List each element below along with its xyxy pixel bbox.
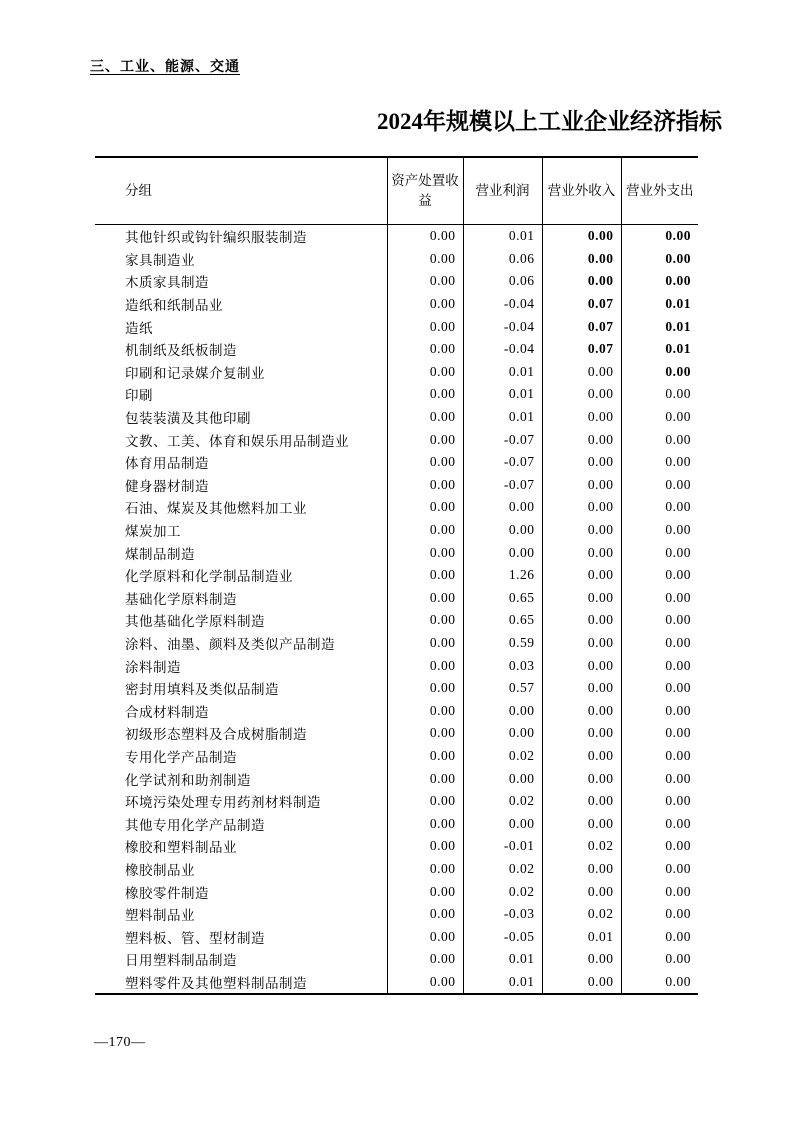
row-value-non-operating-income: 0.01 bbox=[542, 925, 621, 948]
row-group-label: 造纸和纸制品业 bbox=[125, 298, 223, 314]
row-value-non-operating-expense: 0.00 bbox=[621, 270, 698, 293]
row-value-non-operating-expense: 0.00 bbox=[621, 948, 698, 971]
row-value-non-operating-expense: 0.01 bbox=[621, 315, 698, 338]
row-value-non-operating-income: 0.02 bbox=[542, 835, 621, 858]
table-row bbox=[95, 270, 698, 293]
row-value-asset-disposal: 0.00 bbox=[387, 496, 463, 519]
row-value-operating-profit: 0.00 bbox=[463, 519, 542, 542]
row-value-operating-profit: 0.02 bbox=[463, 858, 542, 881]
row-value-asset-disposal: 0.00 bbox=[387, 270, 463, 293]
row-value-operating-profit: -0.07 bbox=[463, 428, 542, 451]
row-group-label: 石油、煤炭及其他燃料加工业 bbox=[125, 501, 307, 517]
table-row bbox=[95, 677, 698, 700]
row-value-operating-profit: -0.07 bbox=[463, 451, 542, 474]
row-value-non-operating-expense: 0.00 bbox=[621, 519, 698, 542]
row-value-operating-profit: 0.01 bbox=[463, 948, 542, 971]
table-row bbox=[95, 880, 698, 903]
table-row bbox=[95, 474, 698, 497]
table-header-row bbox=[95, 157, 698, 225]
row-value-asset-disposal: 0.00 bbox=[387, 767, 463, 790]
row-value-non-operating-income: 0.00 bbox=[542, 948, 621, 971]
row-value-non-operating-expense: 0.00 bbox=[621, 248, 698, 271]
row-value-operating-profit: 0.06 bbox=[463, 248, 542, 271]
table-row bbox=[95, 767, 698, 790]
row-value-operating-profit: 0.57 bbox=[463, 677, 542, 700]
row-value-asset-disposal: 0.00 bbox=[387, 835, 463, 858]
row-value-operating-profit: 0.65 bbox=[463, 587, 542, 610]
row-group-label: 化学原料和化学制品制造业 bbox=[125, 569, 293, 585]
row-value-non-operating-income: 0.00 bbox=[542, 428, 621, 451]
row-value-non-operating-expense: 0.00 bbox=[621, 564, 698, 587]
row-value-non-operating-income: 0.00 bbox=[542, 654, 621, 677]
row-group-label: 印刷 bbox=[125, 388, 153, 404]
row-value-non-operating-expense: 0.00 bbox=[621, 428, 698, 451]
page-number: —170— bbox=[94, 1035, 146, 1050]
row-value-non-operating-income: 0.00 bbox=[542, 451, 621, 474]
row-value-operating-profit: 0.01 bbox=[463, 361, 542, 384]
row-value-asset-disposal: 0.00 bbox=[387, 338, 463, 361]
row-value-asset-disposal: 0.00 bbox=[387, 541, 463, 564]
row-value-operating-profit: 0.00 bbox=[463, 496, 542, 519]
row-value-non-operating-income: 0.00 bbox=[542, 858, 621, 881]
row-group-label: 木质家具制造 bbox=[125, 275, 209, 291]
row-value-non-operating-expense: 0.00 bbox=[621, 406, 698, 429]
row-value-asset-disposal: 0.00 bbox=[387, 858, 463, 881]
table-row bbox=[95, 654, 698, 677]
row-value-asset-disposal: 0.00 bbox=[387, 361, 463, 384]
row-value-non-operating-income: 0.00 bbox=[542, 541, 621, 564]
table-row bbox=[95, 406, 698, 429]
row-value-asset-disposal: 0.00 bbox=[387, 790, 463, 813]
row-value-non-operating-expense: 0.00 bbox=[621, 858, 698, 881]
row-value-non-operating-income: 0.00 bbox=[542, 767, 621, 790]
row-value-asset-disposal: 0.00 bbox=[387, 225, 463, 248]
row-value-operating-profit: -0.07 bbox=[463, 474, 542, 497]
table-row bbox=[95, 428, 698, 451]
row-group-label: 化学试剂和助剂制造 bbox=[125, 772, 251, 788]
row-value-non-operating-expense: 0.00 bbox=[621, 722, 698, 745]
row-value-non-operating-expense: 0.00 bbox=[621, 835, 698, 858]
row-group-label: 塑料零件及其他塑料制品制造 bbox=[125, 975, 307, 991]
economic-indicators-table bbox=[95, 156, 698, 995]
table-row bbox=[95, 564, 698, 587]
table-row bbox=[95, 293, 698, 316]
row-value-asset-disposal: 0.00 bbox=[387, 925, 463, 948]
row-value-asset-disposal: 0.00 bbox=[387, 315, 463, 338]
row-value-non-operating-income: 0.00 bbox=[542, 474, 621, 497]
row-value-non-operating-income: 0.00 bbox=[542, 248, 621, 271]
row-value-operating-profit: 0.02 bbox=[463, 745, 542, 768]
row-group-label: 橡胶和塑料制品业 bbox=[125, 840, 237, 856]
table-row bbox=[95, 451, 698, 474]
table-row bbox=[95, 225, 698, 248]
row-group-label: 密封用填料及类似品制造 bbox=[125, 682, 279, 698]
row-group-label: 文教、工美、体育和娱乐用品制造业 bbox=[125, 433, 349, 449]
row-group-label: 涂料、油墨、颜料及类似产品制造 bbox=[125, 636, 335, 652]
row-value-non-operating-expense: 0.00 bbox=[621, 925, 698, 948]
row-value-asset-disposal: 0.00 bbox=[387, 903, 463, 926]
row-value-non-operating-income: 0.00 bbox=[542, 587, 621, 610]
row-value-asset-disposal: 0.00 bbox=[387, 971, 463, 995]
row-value-non-operating-income: 0.00 bbox=[542, 496, 621, 519]
row-group-label: 健身器材制造 bbox=[125, 478, 209, 494]
row-value-non-operating-income: 0.00 bbox=[542, 564, 621, 587]
row-value-non-operating-income: 0.00 bbox=[542, 722, 621, 745]
row-value-non-operating-expense: 0.00 bbox=[621, 812, 698, 835]
row-value-operating-profit: 0.65 bbox=[463, 609, 542, 632]
row-group-label: 煤炭加工 bbox=[125, 524, 181, 540]
row-value-non-operating-expense: 0.00 bbox=[621, 451, 698, 474]
table-row bbox=[95, 383, 698, 406]
row-value-operating-profit: 0.01 bbox=[463, 971, 542, 995]
row-value-non-operating-income: 0.00 bbox=[542, 361, 621, 384]
table-row bbox=[95, 745, 698, 768]
row-value-non-operating-income: 0.00 bbox=[542, 880, 621, 903]
row-value-asset-disposal: 0.00 bbox=[387, 948, 463, 971]
table-row bbox=[95, 315, 698, 338]
row-value-non-operating-income: 0.00 bbox=[542, 745, 621, 768]
row-group-label: 包装装潢及其他印刷 bbox=[125, 411, 251, 427]
row-group-label: 日用塑料制品制造 bbox=[125, 953, 237, 969]
row-group-label: 其他针织或钩针编织服装制造 bbox=[125, 230, 307, 246]
row-value-non-operating-expense: 0.00 bbox=[621, 474, 698, 497]
row-value-non-operating-income: 0.00 bbox=[542, 383, 621, 406]
row-value-operating-profit: 0.02 bbox=[463, 790, 542, 813]
row-value-operating-profit: 0.00 bbox=[463, 699, 542, 722]
row-value-non-operating-income: 0.00 bbox=[542, 971, 621, 995]
column-header-asset-disposal: 资产处置收益 bbox=[387, 157, 463, 225]
row-value-non-operating-expense: 0.00 bbox=[621, 971, 698, 995]
table-row bbox=[95, 903, 698, 926]
row-value-non-operating-income: 0.00 bbox=[542, 609, 621, 632]
table-row bbox=[95, 835, 698, 858]
row-group-label: 印刷和记录媒介复制业 bbox=[125, 365, 265, 381]
row-group-label: 涂料制造 bbox=[125, 659, 181, 675]
row-group-label: 煤制品制造 bbox=[125, 546, 195, 562]
row-value-non-operating-expense: 0.00 bbox=[621, 654, 698, 677]
row-group-label: 其他专用化学产品制造 bbox=[125, 817, 265, 833]
row-value-asset-disposal: 0.00 bbox=[387, 880, 463, 903]
row-value-non-operating-expense: 0.00 bbox=[621, 632, 698, 655]
row-value-non-operating-expense: 0.00 bbox=[621, 699, 698, 722]
table-row bbox=[95, 632, 698, 655]
row-value-non-operating-expense: 0.00 bbox=[621, 677, 698, 700]
table-row bbox=[95, 925, 698, 948]
row-value-asset-disposal: 0.00 bbox=[387, 654, 463, 677]
row-value-asset-disposal: 0.00 bbox=[387, 587, 463, 610]
row-value-operating-profit: -0.04 bbox=[463, 293, 542, 316]
row-value-asset-disposal: 0.00 bbox=[387, 519, 463, 542]
row-value-operating-profit: 0.00 bbox=[463, 767, 542, 790]
row-value-non-operating-income: 0.07 bbox=[542, 315, 621, 338]
table-row bbox=[95, 812, 698, 835]
row-value-operating-profit: -0.01 bbox=[463, 835, 542, 858]
row-value-operating-profit: 1.26 bbox=[463, 564, 542, 587]
row-value-asset-disposal: 0.00 bbox=[387, 451, 463, 474]
table-row bbox=[95, 541, 698, 564]
row-value-non-operating-income: 0.00 bbox=[542, 790, 621, 813]
table-row bbox=[95, 361, 698, 384]
column-header-non-operating-expense: 营业外支出 bbox=[621, 157, 698, 225]
row-value-non-operating-expense: 0.00 bbox=[621, 609, 698, 632]
row-value-non-operating-expense: 0.00 bbox=[621, 790, 698, 813]
row-value-non-operating-income: 0.00 bbox=[542, 632, 621, 655]
section-header: 三、工业、能源、交通 bbox=[90, 58, 240, 74]
row-value-asset-disposal: 0.00 bbox=[387, 383, 463, 406]
row-group-label: 塑料制品业 bbox=[125, 908, 195, 924]
row-value-asset-disposal: 0.00 bbox=[387, 406, 463, 429]
row-group-label: 造纸 bbox=[125, 320, 153, 336]
row-value-asset-disposal: 0.00 bbox=[387, 474, 463, 497]
row-value-non-operating-expense: 0.00 bbox=[621, 587, 698, 610]
row-value-operating-profit: 0.59 bbox=[463, 632, 542, 655]
row-value-operating-profit: 0.02 bbox=[463, 880, 542, 903]
row-value-non-operating-expense: 0.01 bbox=[621, 338, 698, 361]
row-value-asset-disposal: 0.00 bbox=[387, 248, 463, 271]
row-value-non-operating-income: 0.07 bbox=[542, 293, 621, 316]
row-value-non-operating-income: 0.00 bbox=[542, 677, 621, 700]
row-value-asset-disposal: 0.00 bbox=[387, 812, 463, 835]
row-value-non-operating-expense: 0.00 bbox=[621, 496, 698, 519]
row-value-asset-disposal: 0.00 bbox=[387, 428, 463, 451]
row-value-asset-disposal: 0.00 bbox=[387, 564, 463, 587]
column-header-group: 分组 bbox=[95, 157, 387, 225]
row-value-operating-profit: 0.06 bbox=[463, 270, 542, 293]
row-value-asset-disposal: 0.00 bbox=[387, 632, 463, 655]
row-group-label: 合成材料制造 bbox=[125, 704, 209, 720]
row-value-asset-disposal: 0.00 bbox=[387, 699, 463, 722]
row-value-non-operating-income: 0.02 bbox=[542, 903, 621, 926]
row-value-non-operating-expense: 0.00 bbox=[621, 361, 698, 384]
row-value-non-operating-expense: 0.00 bbox=[621, 903, 698, 926]
row-value-non-operating-expense: 0.01 bbox=[621, 293, 698, 316]
row-group-label: 塑料板、管、型材制造 bbox=[125, 930, 265, 946]
table-row bbox=[95, 948, 698, 971]
table-row bbox=[95, 519, 698, 542]
row-value-non-operating-income: 0.00 bbox=[542, 270, 621, 293]
row-group-label: 家具制造业 bbox=[125, 252, 195, 268]
row-group-label: 体育用品制造 bbox=[125, 456, 209, 472]
row-value-operating-profit: 0.03 bbox=[463, 654, 542, 677]
row-value-operating-profit: -0.04 bbox=[463, 338, 542, 361]
page-title: 2024年规模以上工业企业经济指标 bbox=[377, 109, 722, 134]
row-group-label: 初级形态塑料及合成树脂制造 bbox=[125, 727, 307, 743]
row-value-non-operating-expense: 0.00 bbox=[621, 745, 698, 768]
row-value-asset-disposal: 0.00 bbox=[387, 745, 463, 768]
table-body bbox=[95, 225, 698, 995]
row-value-non-operating-expense: 0.00 bbox=[621, 880, 698, 903]
row-value-non-operating-expense: 0.00 bbox=[621, 383, 698, 406]
row-group-label: 专用化学产品制造 bbox=[125, 749, 237, 765]
table-row bbox=[95, 699, 698, 722]
column-header-non-operating-income: 营业外收入 bbox=[542, 157, 621, 225]
table-header bbox=[95, 157, 698, 225]
table-row bbox=[95, 722, 698, 745]
table-row bbox=[95, 858, 698, 881]
row-group-label: 橡胶零件制造 bbox=[125, 885, 209, 901]
row-value-operating-profit: 0.00 bbox=[463, 722, 542, 745]
row-value-operating-profit: 0.01 bbox=[463, 225, 542, 248]
row-value-asset-disposal: 0.00 bbox=[387, 293, 463, 316]
row-group-label: 基础化学原料制造 bbox=[125, 591, 237, 607]
row-value-asset-disposal: 0.00 bbox=[387, 677, 463, 700]
row-value-operating-profit: 0.01 bbox=[463, 383, 542, 406]
row-value-non-operating-income: 0.00 bbox=[542, 519, 621, 542]
table-row bbox=[95, 971, 698, 995]
row-value-non-operating-income: 0.00 bbox=[542, 699, 621, 722]
row-group-label: 机制纸及纸板制造 bbox=[125, 343, 237, 359]
row-value-asset-disposal: 0.00 bbox=[387, 609, 463, 632]
column-header-operating-profit: 营业利润 bbox=[463, 157, 542, 225]
row-group-label: 橡胶制品业 bbox=[125, 862, 195, 878]
row-value-operating-profit: -0.04 bbox=[463, 315, 542, 338]
row-value-non-operating-expense: 0.00 bbox=[621, 225, 698, 248]
row-group-label: 环境污染处理专用药剂材料制造 bbox=[125, 795, 321, 811]
table-row bbox=[95, 609, 698, 632]
row-value-non-operating-income: 0.00 bbox=[542, 812, 621, 835]
row-value-non-operating-income: 0.00 bbox=[542, 406, 621, 429]
table-row bbox=[95, 496, 698, 519]
table-row bbox=[95, 338, 698, 361]
row-value-non-operating-expense: 0.00 bbox=[621, 767, 698, 790]
table-row bbox=[95, 248, 698, 271]
row-value-non-operating-income: 0.00 bbox=[542, 225, 621, 248]
row-value-non-operating-income: 0.07 bbox=[542, 338, 621, 361]
row-value-non-operating-expense: 0.00 bbox=[621, 541, 698, 564]
row-value-operating-profit: 0.00 bbox=[463, 812, 542, 835]
table-row bbox=[95, 587, 698, 610]
row-value-asset-disposal: 0.00 bbox=[387, 722, 463, 745]
row-value-operating-profit: 0.00 bbox=[463, 541, 542, 564]
row-value-operating-profit: 0.01 bbox=[463, 406, 542, 429]
table-row bbox=[95, 790, 698, 813]
row-value-operating-profit: -0.05 bbox=[463, 925, 542, 948]
row-value-operating-profit: -0.03 bbox=[463, 903, 542, 926]
row-group-label: 其他基础化学原料制造 bbox=[125, 614, 265, 630]
